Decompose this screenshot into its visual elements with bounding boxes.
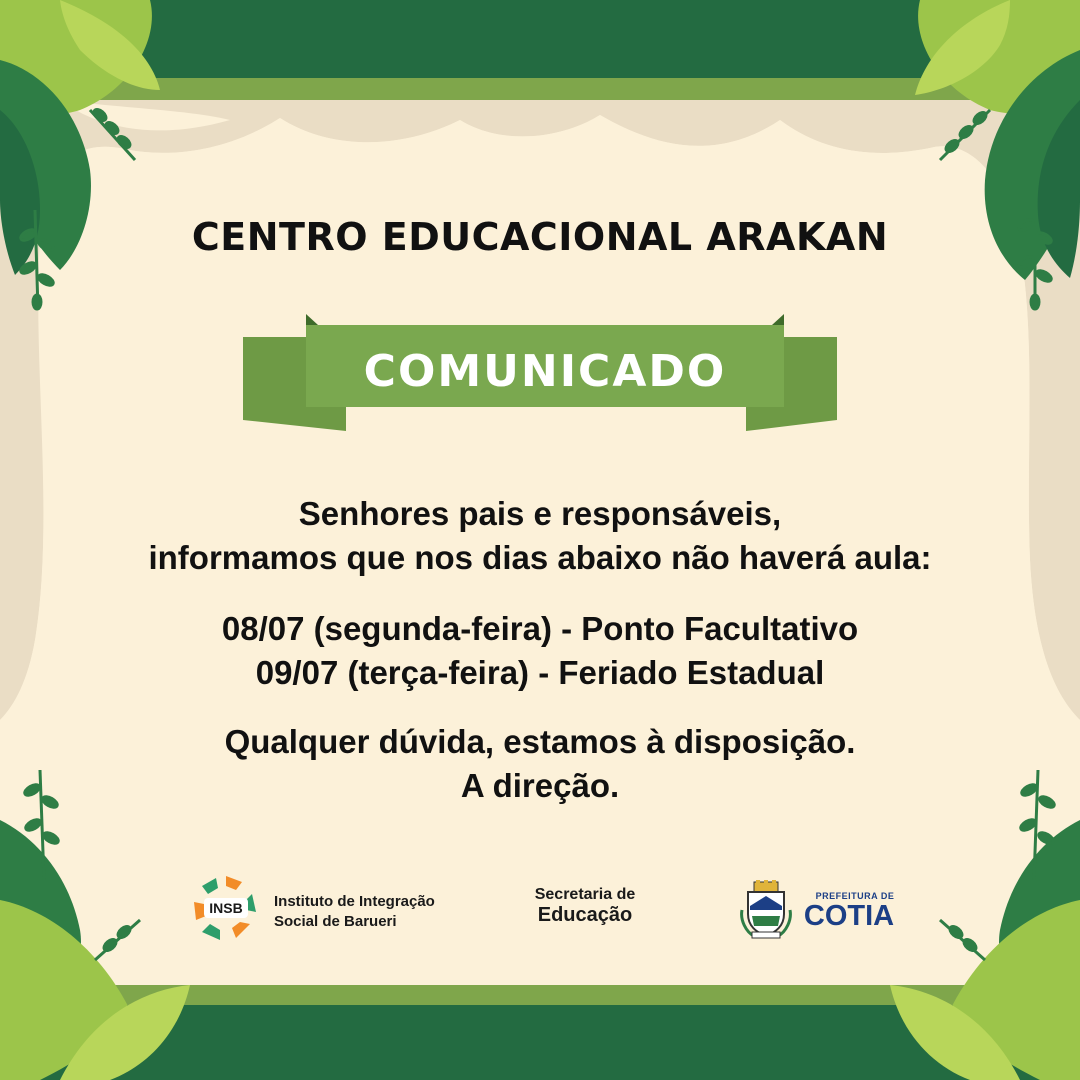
date-line: 08/07 (segunda-feira) - Ponto Facultativo — [221, 610, 859, 647]
insb-name-line2: Social de Barueri — [274, 913, 397, 930]
insb-name-line1: Instituto de Integração — [274, 893, 435, 910]
insb-logo — [190, 872, 460, 944]
cotia-prefix: PREFEITURA DE — [815, 891, 895, 901]
insb-logo-icon — [190, 872, 262, 944]
secretaria-line2: Educação — [537, 904, 633, 926]
top-band-dark — [0, 0, 1080, 78]
signature-text: A direção. — [460, 767, 620, 804]
greeting-text: Senhores pais e responsáveis, — [298, 495, 782, 532]
school-name: CENTRO EDUCACIONAL ARAKAN — [191, 215, 889, 259]
secretaria-logo — [505, 886, 665, 926]
banner-label: COMUNICADO — [363, 346, 727, 397]
cotia-name: COTIA — [803, 900, 895, 932]
secretaria-line1: Secretaria de — [534, 886, 636, 903]
intro-text: informamos que nos dias abaixo não haverá aula: — [148, 539, 932, 576]
insb-acronym: INSB — [209, 900, 243, 916]
cotia-logo — [740, 880, 910, 940]
cotia-coat-of-arms-icon — [740, 880, 792, 940]
closing-text: Qualquer dúvida, estamos à disposição. — [224, 723, 856, 760]
date-line: 09/07 (terça-feira) - Feriado Estadual — [255, 654, 825, 691]
